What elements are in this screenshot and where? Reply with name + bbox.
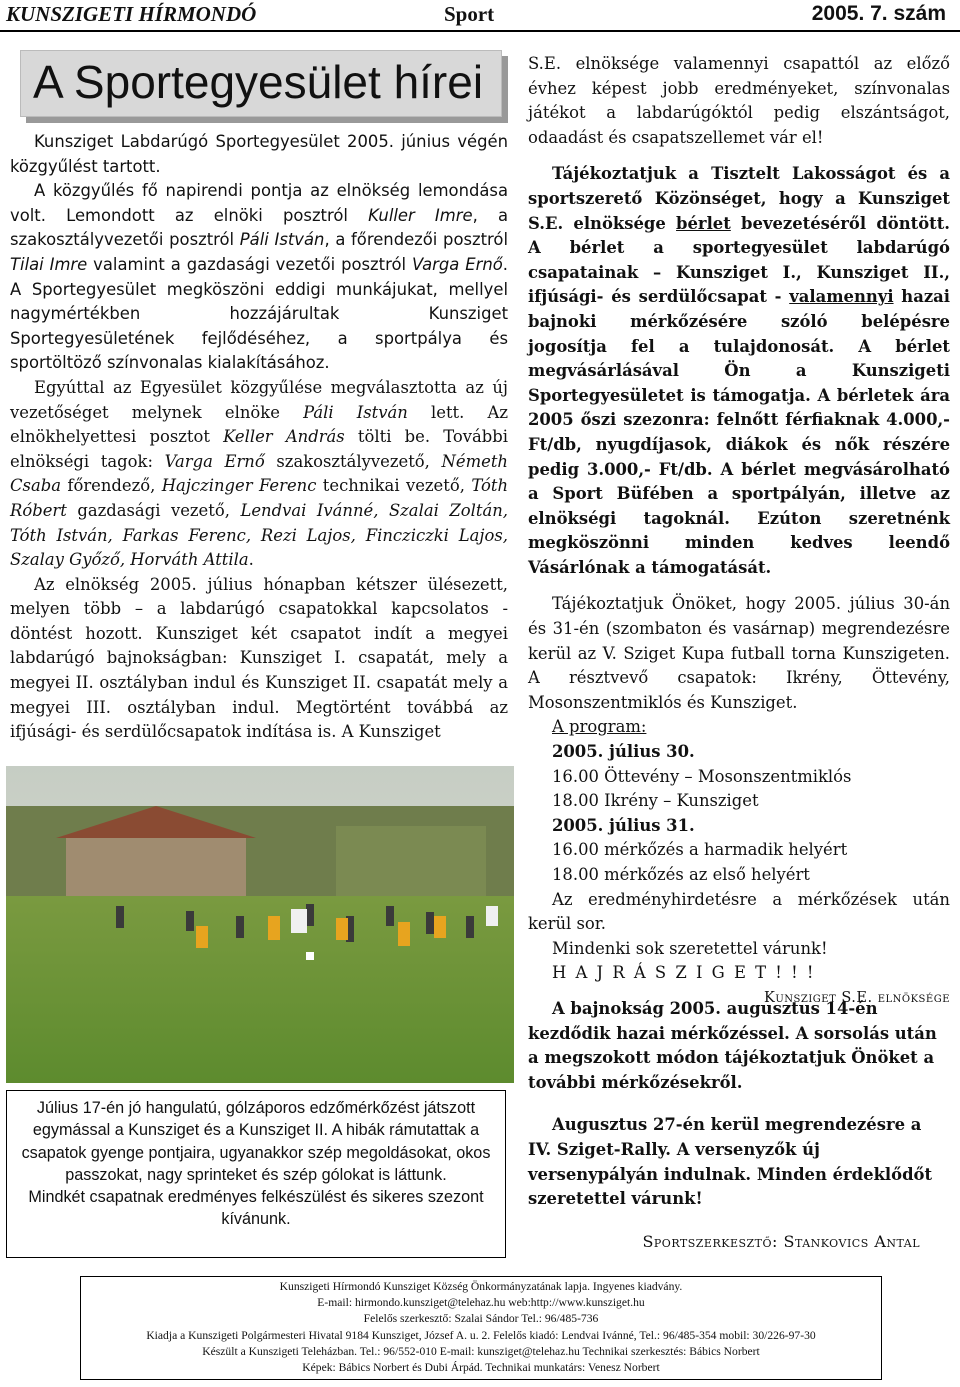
paragraph-1: Kunsziget Labdarúgó Sportegyesület 2005. június végén közgyűlést tartott. [10,132,508,176]
photo-caption [6,1090,506,1258]
program-item: 18.00 mérkőzés az első helyért [552,865,810,884]
program-item: 16.00 mérkőzés a harmadik helyért [552,840,848,860]
right-paragraph-1: S.E. elnöksége valamennyi csapattól az előző évhez képest jobb eredményeket, színvonalas játékot a labdarúgóktól pedig elszántságot, odaadást és csapatszellemet vár el! [528,54,950,147]
imprint-line: E-mail: hirmondo.kunsziget@telehaz.hu web:http://www.kunsziget.hu [317,1296,645,1310]
article-title-box [20,50,502,117]
imprint-line: Képek: Bábics Norbert és Dubi Árpád. Technikai munkatárs: Venesz Norbert [302,1361,660,1375]
league-start-notice: A bajnokság 2005. augusztus 14-én kezdődik hazai mérkőzéssel. A sorsolás után a megszokott módon tájékoztatjuk Önöket a további mérkőzésekről. [528,999,937,1092]
rally-notice: Augusztus 27-én kerül megrendezésre a IV. Sziget-Rally. A versenyzők új versenypályán indulnak. Minden érdeklődőt szeretettel várunk! [528,1115,933,1209]
season-ticket-notice: Tájékoztatjuk a Tisztelt Lakosságot és a sportszerető Közönséget, hogy a Kunsziget S.E. elnöksége bérlet bevezetéséről döntött. A bérlet a sportegyesület labdarúgó csapatainak – Kunsziget I., Kunsziget II., ifjúsági- és serdülőcsapat - valamennyi hazai bajnoki mérkőzésére szóló belépésre jogosítja fel a tulajdonosát. A bérlet megvásárlásával Ön a Kunszigeti Sportegyesületet is támogatja. A bérletek ára 2005 őszi szezonra: felnőtt férfiaknak 4.000,- Ft/db, nyugdíjasok, diákok és nők részére pedig 3.000,- Ft/db. A bérlet megvásárolható a Sport Büfében a sportpályán, illetve az elnökségi tagoknál. Ezúton szeretnénk megköszönni minden kedves leendő Vásárlónak a támogatását. [528,164,950,577]
program-day-1: 2005. július 30. [552,742,695,762]
invite-line: Mindenki sok szeretettel várunk! [552,938,828,958]
results-note: Az eredményhirdetésre a mérkőzések után kerül sor. [528,889,950,934]
program-item: 16.00 Öttevény – Mosonszentmiklós [552,766,852,786]
signature-board: Kunsziget S.E. elnöksége [764,989,950,1006]
right-column [528,52,950,1011]
program-title: A program: [552,717,647,737]
imprint-line: Készült a Kunszigeti Teleházban. Tel.: 96/552-010 E-mail: kunsziget@telehaz.hu Technikai szerkesztés: Bábics Norbert [202,1344,760,1358]
tournament-notice: Tájékoztatjuk Önöket, hogy 2005. július 30-án és 31-én (szombaton és vasárnap) megrendezésre kerül az V. Sziget Kupa futball torna Kunszigeten. A résztvevő csapatok: Ikrény, Öttevény, Mosonszentmiklós és Kunsziget. [528,594,950,712]
imprint-footer [80,1276,882,1380]
paragraph-4: Az elnökség 2005. július hónapban kétszer ülésezett, melyen több – a labdarúgó csapatokkal kapcsolatos - döntést hozott. Kunsziget két csapatot indít a megyei labdarúgó bajnokságban: Kunsziget I. csapatát, mely a megyei II. osztályban indul és Kunsziget II. csapatát mely a megyei III. osztályban indul. Megtörtént továbbá az ifjúsági- és serdülőcsapatok indítása is. A Kunsziget [10,574,508,742]
program-day-2: 2005. július 31. [552,815,695,835]
caption-text-1: Július 17-én jó hangulatú, gólzáporos edzőmérkőzést játszott egymással a Kunsziget és a Kunsziget II. A hibák rámutattak a csapatok gyenge pontjaira, ugyanakkor szép megoldásokat, okos passzokat, nagy sprinteket és szép gólokat is láttunk. [21,1099,491,1184]
imprint-line: Kiadja a Kunszigeti Polgármesteri Hivatal 9184 Kunsziget, József A. u. 2. Felelős kiadó: Lendvai Ivánné, Tel.: 96/485-354 mobil: 30/226-97-30 [146,1328,816,1342]
program-item: 18.00 Ikrény – Kunsziget [552,791,759,811]
section-name: Sport [444,2,495,26]
page-header [0,0,960,32]
imprint-line: Kunszigeti Hírmondó Kunsziget Község Önkormányzatának lapja. Ingyenes kiadvány. [279,1280,683,1293]
football-photo [6,766,514,1083]
paragraph-2: A közgyűlés fő napirendi pontja az elnökség lemondása volt. Lemondott az elnöki posztról Kuller Imre, a szakosztályvezetői posztról Páli István, a főrendezői posztról Tilai Imre valamint a gazdasági vezetői posztról Varga Ernő. A Sportegyesület megköszöni eddigi munkájukat, mellyel nagymértékben hozzájárultak Kunsziget Sportegyesületének fejlődéséhez, a sportpálya és sportöltöző színvonalas kialakításához. [10,181,508,373]
right-lower-column [528,997,950,1254]
cheer-line: H A J R Á S Z I G E T ! ! ! [552,963,816,983]
caption-text-2: Mindkét csapatnak eredményes felkészülést és sikeres szezont kívánunk. [28,1188,484,1229]
publication-name: KUNSZIGETI HÍRMONDÓ [6,2,257,26]
article-title: A Sportegyesület hírei [33,56,484,108]
signature-sports-editor: Sportszerkesztő: Stankovics Antal [642,1231,920,1251]
paragraph-3: Egyúttal az Egyesület közgyűlése megválasztotta az új vezetőséget melynek elnöke Páli István lett. Az elnökhelyettesi posztot Keller András tölti be. További elnökségi tagok: Varga Ernő szakosztályvezető, Németh Csaba főrendező, Hajczinger Ferenc technikai vezető, Tóth Róbert gazdasági vezető, Lendvai Ivánné, Szalai Zoltán, Tóth István, Farkas Ferenc, Rezi Lajos, Fincziczki Lajos, Szalay Győző, Horváth Attila. [10,377,509,570]
imprint-line: Felelős szerkesztő: Szalai Sándor Tel.: 96/485-736 [363,1312,599,1326]
issue-number: 2005. 7. szám [811,2,946,25]
left-column [10,130,508,745]
